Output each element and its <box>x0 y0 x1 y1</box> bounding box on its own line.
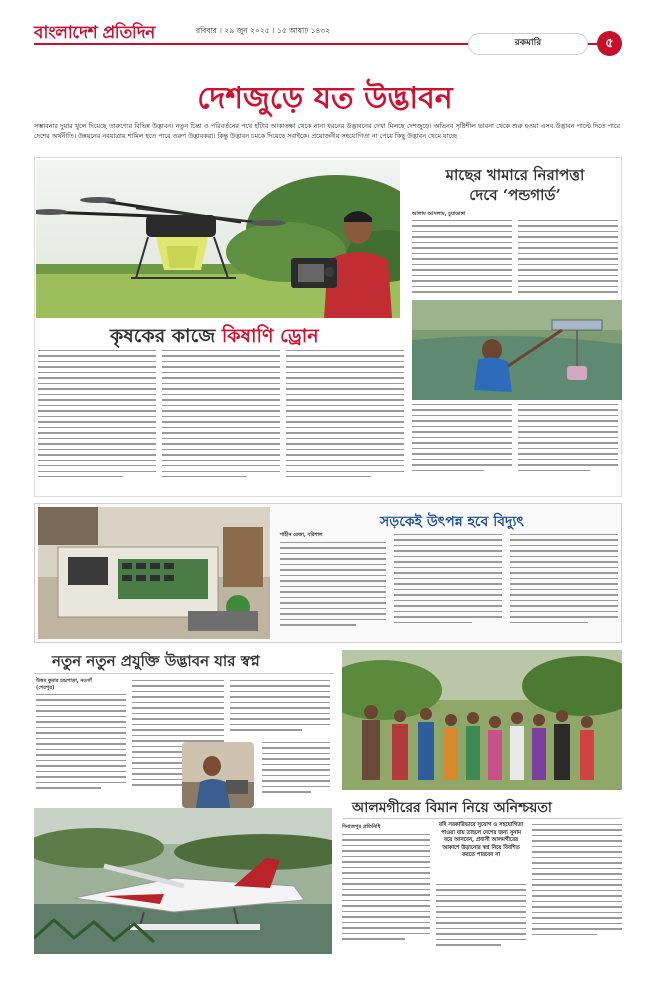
plane-headline: আলমগীরের বিমান নিয়ে অনিশ্চয়তা <box>352 800 552 816</box>
fish-text-col3 <box>412 404 512 492</box>
drone-photo <box>36 160 400 318</box>
plane-rule <box>342 818 622 819</box>
tech-byline: উত্তম কুমার চন্দ্রপাড়া, নওগাঁ <box>36 678 92 684</box>
fish-text-col4 <box>518 404 618 492</box>
tech-text-col1 <box>36 694 126 804</box>
road-model-photo <box>38 507 270 639</box>
electricity-byline: শাহীন রেজা, বরিশাল <box>280 532 323 538</box>
plane-text-col2 <box>436 884 526 956</box>
main-headline: দেশজুড়ে যত উদ্ভাবন <box>197 81 453 116</box>
crowd-photo <box>342 650 622 790</box>
electricity-text-col2 <box>394 534 502 638</box>
pond-photo <box>412 300 622 400</box>
tech-rule <box>34 673 334 674</box>
electricity-text-col3 <box>510 534 618 638</box>
fish-byline: আলাম আসলাম, চুয়াডাঙ্গা <box>412 211 466 217</box>
drone-headline: কৃষকের কাজে কিষাণি ড্রোন <box>110 325 319 347</box>
fish-headline: মাছের খামারে নিরাপত্তা দেবে ‘পন্ডগার্ড’ <box>445 166 585 204</box>
page-number: ৫ <box>597 31 622 56</box>
drone-text-col3 <box>286 350 404 492</box>
plane-photo <box>34 808 332 954</box>
tech-byline-location: (শেরপুর) <box>36 685 55 691</box>
tech-text-col3 <box>230 680 330 740</box>
electricity-text-col1 <box>280 542 386 638</box>
intro-paragraph: সম্ভাবনার দুয়ার খুলে দিয়েছে তারুণ্যের বিভিন্ন উদ্ভাবন। নতুন চিন্তা ও পরিবর্তনের পথে হাঁটার আকাঙ্ক্ষা থেকে নানা ধরনের উদ্ভাবনের দেখা মিলছে দেশজুড়ে। অভিনব সৃষ্টিশীল ভাবনা থেকে শুরু হওয়া এসব উদ্ভাবন পাল্টে দিতে পারে দেশের অর্থনীতি। উন্নয়নের নবযাত্রায় শামিল হতে পারে তরুণ উদ্ভাবকরা। কিন্তু উদ্ভাবন চমকে দিয়েছে সবাইকে। প্রয়োজনীয় সহযোগিতা না পেয়ে কিছু উদ্ভাবন থেমে যাচ্ছে <box>34 122 620 140</box>
drone-text-col2 <box>162 350 280 492</box>
tech-headline: নতুন নতুন প্রযুক্তি উদ্ভাবন যার স্বপ্ন <box>52 652 260 670</box>
fish-text-col1 <box>412 220 512 300</box>
tech-text-col4 <box>262 742 330 806</box>
section-label: রকমারি <box>468 33 588 55</box>
plane-text-col3 <box>532 824 622 956</box>
inventor-photo <box>182 742 254 808</box>
newspaper-logo: বাংলাদেশ প্রতিদিন <box>34 23 155 43</box>
plane-text-col1 <box>342 834 430 956</box>
issue-date: রবিবার । ২৯ জুন ২০২৫ । ১৫ আষাঢ় ১৪৩২ <box>196 26 331 35</box>
plane-pullquote: যদি সরকারিভাবে সুযোগ ও সহযোগিতা পাওয়া যায় তাহলে দেশের জন্য সুনাম বয়ে আনবেন, প্রবাসী আলমগীরের আকাশে উড়ানোর স্বপ্ন নিয়ে বিবশিত করতে পারবেন না <box>439 822 523 859</box>
fish-text-col2 <box>518 220 618 300</box>
electricity-headline: সড়কেই উৎপন্ন হবে বিদ্যুৎ <box>380 514 524 530</box>
plane-byline: দিনাজপুর প্রতিনিধি <box>342 824 381 830</box>
drone-text-col1 <box>38 350 156 492</box>
